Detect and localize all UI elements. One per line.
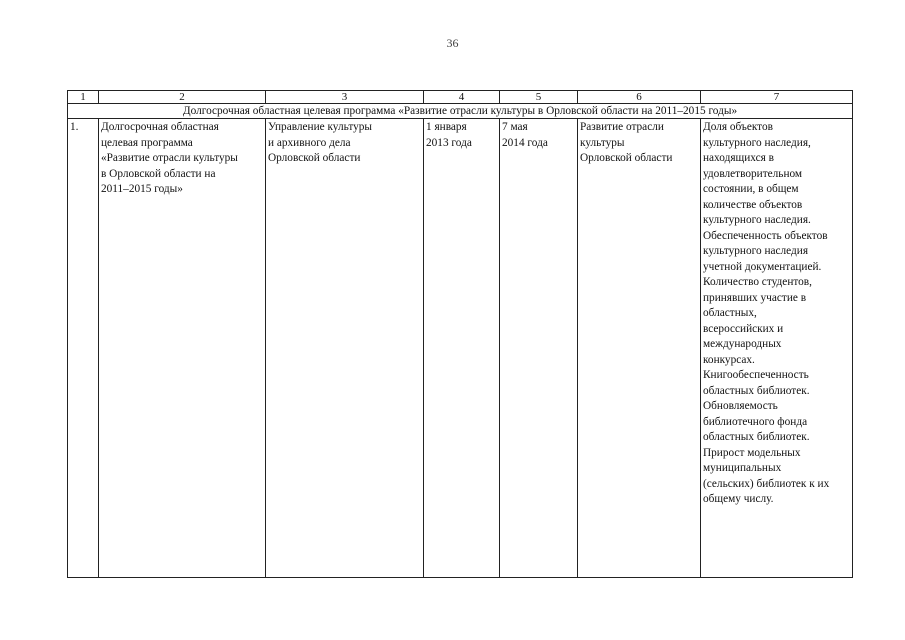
program-line: 2011–2015 годы» [101,183,183,195]
indicator-line: культурного наследия. [703,214,811,226]
indicator-line: областных библиотек. [703,384,810,397]
indicator-line: Доля объектов [703,121,773,133]
column-number: 3 [266,91,424,104]
row-number-cell [68,119,99,578]
indicator-line: (сельских) библиотек к их [703,477,830,490]
direction-line: Развитие отрасли [580,121,664,133]
indicators-cell [701,119,853,578]
indicator-line: общему числу. [703,493,774,505]
indicator-line: Количество студентов, [703,276,812,288]
end-date-line: 7 мая [502,121,528,133]
indicator-line: принявших участие в [703,291,807,304]
indicator-line: областных библиотек. [703,431,810,443]
indicator-line: Обновляемость [703,400,778,412]
indicator-line: Обеспеченность объектов [703,229,828,242]
indicator-line: количестве объектов [703,198,803,211]
indicator-line: Прирост модельных [703,446,801,459]
program-line: целевая программа [101,136,193,149]
column-number: 7 [701,91,853,104]
start-date-line: 2013 года [426,136,472,149]
indicator-line: всероссийских и [703,322,784,335]
direction-line: культуры [580,136,625,149]
indicator-line: конкурсах. [703,353,755,366]
direction-cell [578,119,701,578]
indicator-line: учетной документацией. [703,260,822,273]
program-line: Долгосрочная областная [101,121,219,133]
program-table [67,90,853,578]
indicator-line: удовлетворительном [703,167,803,180]
end-date-cell [500,119,578,578]
indicator-line: находящихся в [703,152,774,164]
column-number: 4 [424,91,500,104]
column-number: 2 [99,91,266,104]
executor-cell [266,119,424,578]
executor-line: и архивного дела [268,136,351,149]
program-cell [99,119,266,578]
indicator-line: международных [703,338,782,350]
page-number: 36 [446,36,459,50]
start-date-cell [424,119,500,578]
indicator-line: областных, [703,307,757,319]
start-date-line: 1 января [426,121,467,133]
end-date-line: 2014 года [502,136,548,149]
section-title-row [68,104,853,119]
indicator-line: библиотечного фонда [703,415,808,428]
row-number: 1. [70,121,79,133]
direction-line: Орловской области [580,152,673,164]
table-row [68,119,853,578]
indicator-line: Книгообеспеченность [703,369,809,381]
indicator-line: культурного наследия, [703,136,811,149]
column-number: 1 [68,91,99,104]
column-number-row [68,91,853,104]
program-line: «Развитие отрасли культуры [101,152,238,164]
indicator-line: муниципальных [703,462,782,474]
column-number: 6 [578,91,701,104]
indicator-line: культурного наследия [703,245,809,257]
column-number: 5 [500,91,578,104]
indicator-line: состоянии, в общем [703,183,799,195]
executor-line: Управление культуры [268,121,372,133]
executor-line: Орловской области [268,152,361,164]
section-title: Долгосрочная областная целевая программа «Развитие отрасли культуры в Орловской области на 2011–2015 годы» [68,104,853,119]
program-line: в Орловской области на [101,167,216,180]
